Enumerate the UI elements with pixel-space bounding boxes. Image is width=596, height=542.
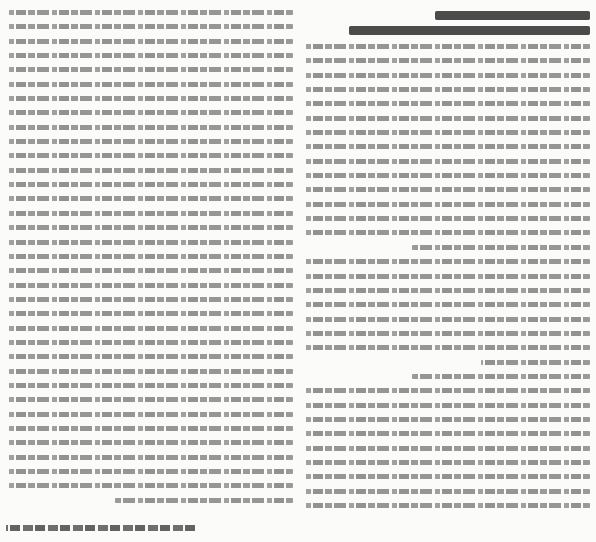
signature-line [6, 522, 195, 534]
text-line [6, 37, 293, 46]
notice-title-block [303, 8, 590, 38]
text-line [303, 128, 590, 137]
text-line [303, 401, 590, 410]
text-line [303, 200, 590, 209]
text-line [6, 238, 293, 247]
text-line [303, 171, 590, 180]
notice-body-left [6, 8, 293, 536]
text-line [303, 415, 590, 424]
text-line [6, 137, 293, 146]
text-line [6, 223, 293, 232]
text-line [303, 228, 590, 237]
text-line [303, 343, 590, 352]
text-line [303, 85, 590, 94]
text-line [303, 358, 590, 367]
text-line [303, 71, 590, 80]
text-line [303, 444, 590, 453]
text-line [6, 309, 293, 318]
text-line [6, 209, 293, 218]
text-line [303, 429, 590, 438]
text-line [6, 151, 293, 160]
text-line [303, 487, 590, 496]
notice-title-line-2 [349, 26, 590, 35]
text-line [6, 496, 293, 505]
text-line [303, 372, 590, 381]
text-line [6, 410, 293, 419]
text-line [303, 300, 590, 309]
text-line [6, 180, 293, 189]
text-line [6, 266, 293, 275]
text-line [6, 22, 293, 31]
text-line [6, 281, 293, 290]
text-line [303, 114, 590, 123]
text-line [303, 42, 590, 51]
text-line [6, 166, 293, 175]
text-line [303, 243, 590, 252]
text-line [303, 286, 590, 295]
text-line [6, 123, 293, 132]
text-line [6, 108, 293, 117]
text-line [6, 367, 293, 376]
text-line [6, 395, 293, 404]
text-line [6, 252, 293, 261]
text-line [6, 438, 293, 447]
text-line [303, 501, 590, 510]
text-line [303, 472, 590, 481]
text-line [6, 65, 293, 74]
text-line [303, 257, 590, 266]
text-line [6, 481, 293, 490]
text-line [303, 157, 590, 166]
text-line [6, 424, 293, 433]
text-line [303, 458, 590, 467]
text-line [303, 272, 590, 281]
notice-column-right [303, 6, 590, 536]
text-line [303, 99, 590, 108]
text-line [303, 56, 590, 65]
text-line [6, 94, 293, 103]
text-line [6, 295, 293, 304]
text-line [6, 80, 293, 89]
text-line [6, 324, 293, 333]
text-line [303, 142, 590, 151]
text-line [6, 467, 293, 476]
text-line [6, 352, 293, 361]
text-line [6, 51, 293, 60]
text-line [303, 329, 590, 338]
text-line [6, 338, 293, 347]
notice-title-line-1 [435, 11, 590, 20]
notice-body-right [303, 42, 590, 536]
text-line [303, 185, 590, 194]
text-line [303, 386, 590, 395]
text-line [303, 214, 590, 223]
text-line [303, 315, 590, 324]
text-line [6, 453, 293, 462]
text-line [6, 381, 293, 390]
auction-notice [6, 6, 590, 536]
text-line [6, 8, 293, 17]
text-line [6, 194, 293, 203]
notice-column-left [6, 6, 293, 536]
